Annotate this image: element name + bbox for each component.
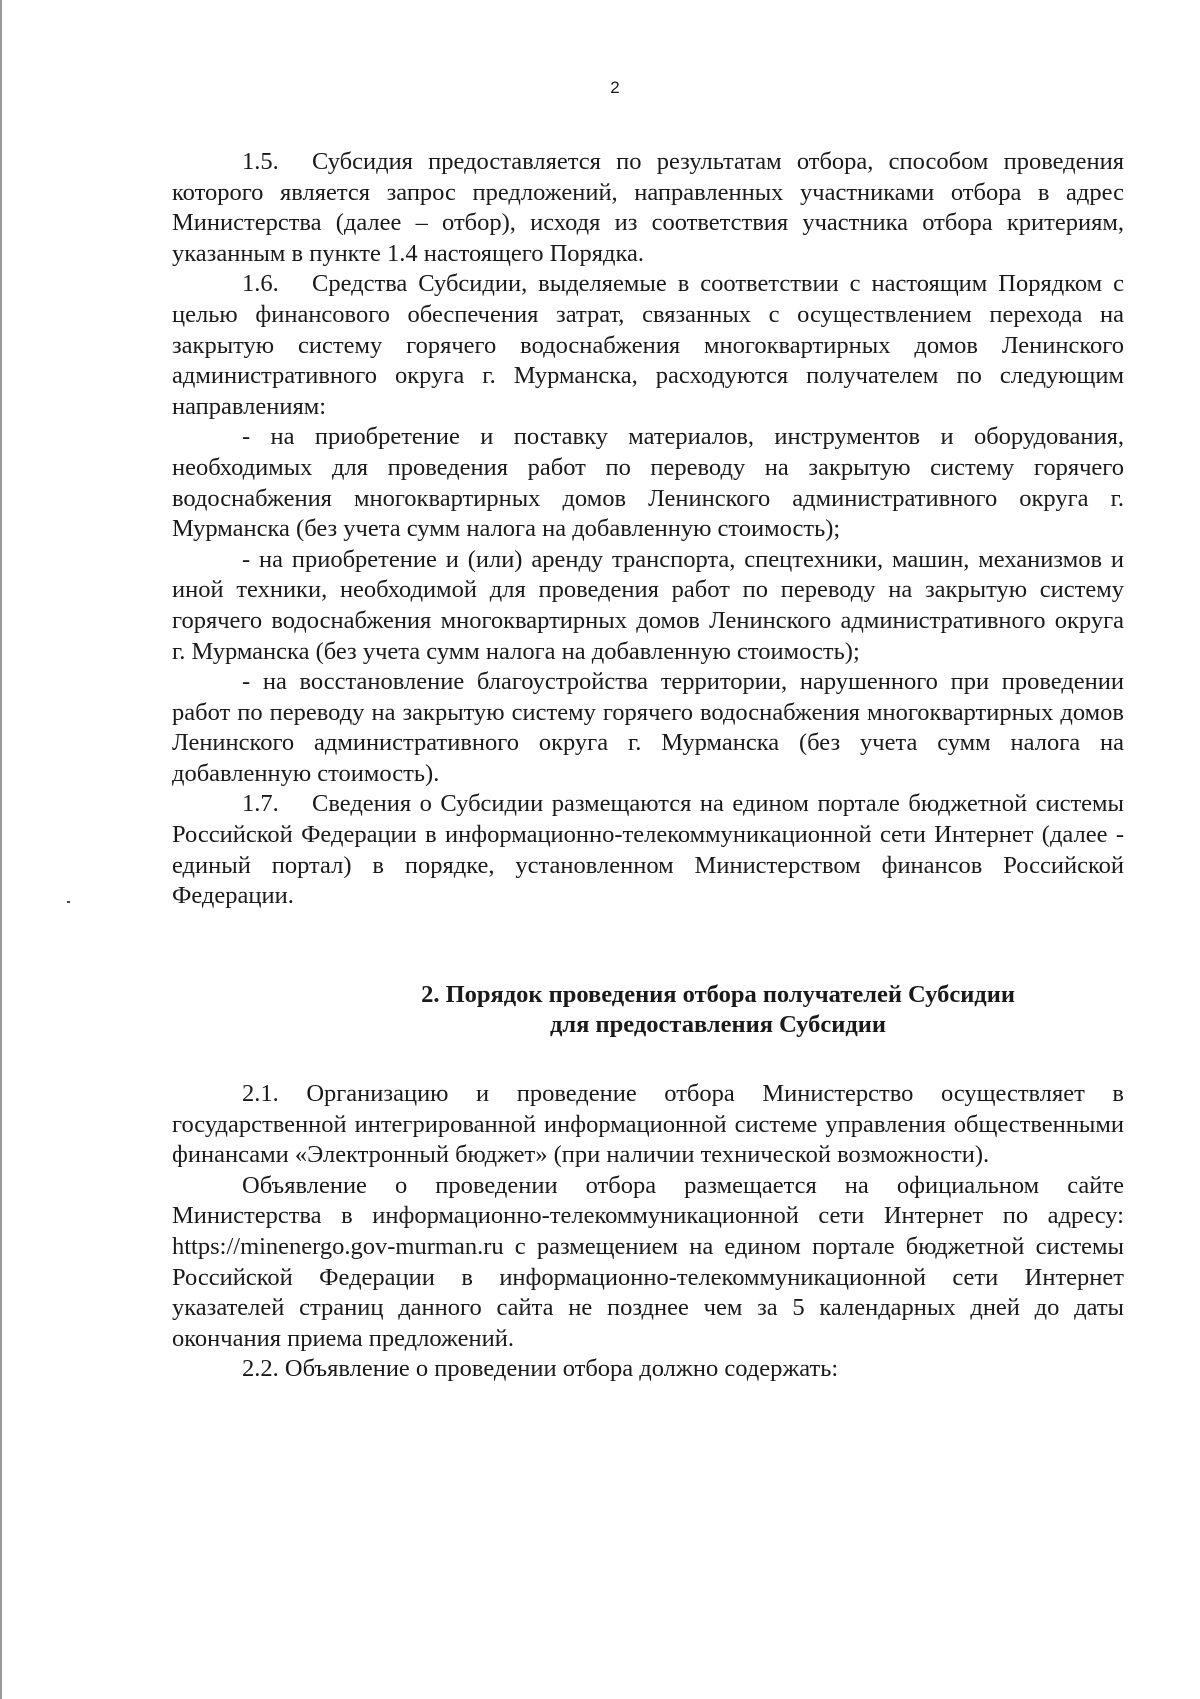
scan-mark [67, 901, 70, 903]
paragraph-1-7 [172, 789, 1124, 911]
paragraph-text: Субсидия предоставляется по результатам отбора, способом проведения которого является запрос предложений, направленных участниками отбора в адрес Министерства (далее – отбор), исходя из соответствия участника отбора критериям, указанным в пункте 1.4 настоящего Порядка. [172, 148, 1124, 267]
item-number: 1.6. [242, 270, 279, 298]
item-number: 1.7. [242, 790, 279, 818]
paragraph-2-1: 2.1. Организацию и проведение отбора Министерство осуществляет в государственной интегрированной информационной системе управления общественными финансами «Электронный бюджет» (при наличии технической возможности). [172, 1080, 1124, 1169]
item-number: 1.5. [242, 148, 279, 175]
paragraph-1-6 [172, 269, 1124, 422]
list-item-transport: - на приобретение и (или) аренду транспорта, спецтехники, машин, механизмов и иной техники, необходимой для проведения работ по переводу на закрытую систему горячего водоснабжения многоквартирных домов Ленинского административного округа г. Мурманска (без учета сумм налога на добавленную стоимость); [172, 545, 1124, 665]
paragraph-announcement: Объявление о проведении отбора размещается на официальном сайте Министерства в информационно-телекоммуникационной сети Интернет по адресу: https://minenergo.gov-murman.ru с размещением на едином портале бюджетной системы Российской Федерации в информационно-телекоммуникационной сети Интернет указателей страниц данного сайта не позднее чем за 5 календарных дней до даты окончания приема предложений. [172, 1171, 1124, 1352]
heading-line-1: 2. Порядок проведения отбора получателей Субсидии [421, 980, 1015, 1008]
heading-line-2: для предоставления Субсидии [550, 1011, 886, 1039]
section-2-heading [172, 980, 1124, 1041]
scan-edge-line [0, 0, 2, 1699]
paragraph-text: Средства Субсидии, выделяемые в соответствии с настоящим Порядком с целью финансового обеспечения затрат, связанных с осуществлением перехода на закрытую систему горячего водоснабжения многоквартирных домов Ленинского административного округа г. Мурманска, расходуются получателем по следующим направлениям: [172, 270, 1124, 420]
page-number: 2 [610, 78, 620, 97]
list-item-materials: - на приобретение и поставку материалов, инструментов и оборудования, необходимых для проведения работ по переводу на закрытую систему горячего водоснабжения многоквартирных домов Ленинского административного округа г. Мурманска (без учета сумм налога на добавленную стоимость); [172, 423, 1124, 543]
paragraph-2-2: 2.2. Объявление о проведении отбора должно содержать: [242, 1355, 839, 1383]
paragraph-1-5 [172, 147, 1124, 269]
document-body [172, 147, 1124, 1385]
list-item-landscaping: - на восстановление благоустройства территории, нарушенного при проведении работ по переводу на закрытую систему горячего водоснабжения многоквартирных домов Ленинского административного округа г. Мурманска (без учета сумм налога на добавленную стоимость). [172, 668, 1124, 787]
paragraph-text: Сведения о Субсидии размещаются на едином портале бюджетной системы Российской Федерации в информационно-телекоммуникационной сети Интернет (далее - единый портал) в порядке, установленном Министерством финансов Российской Федерации. [172, 790, 1124, 910]
